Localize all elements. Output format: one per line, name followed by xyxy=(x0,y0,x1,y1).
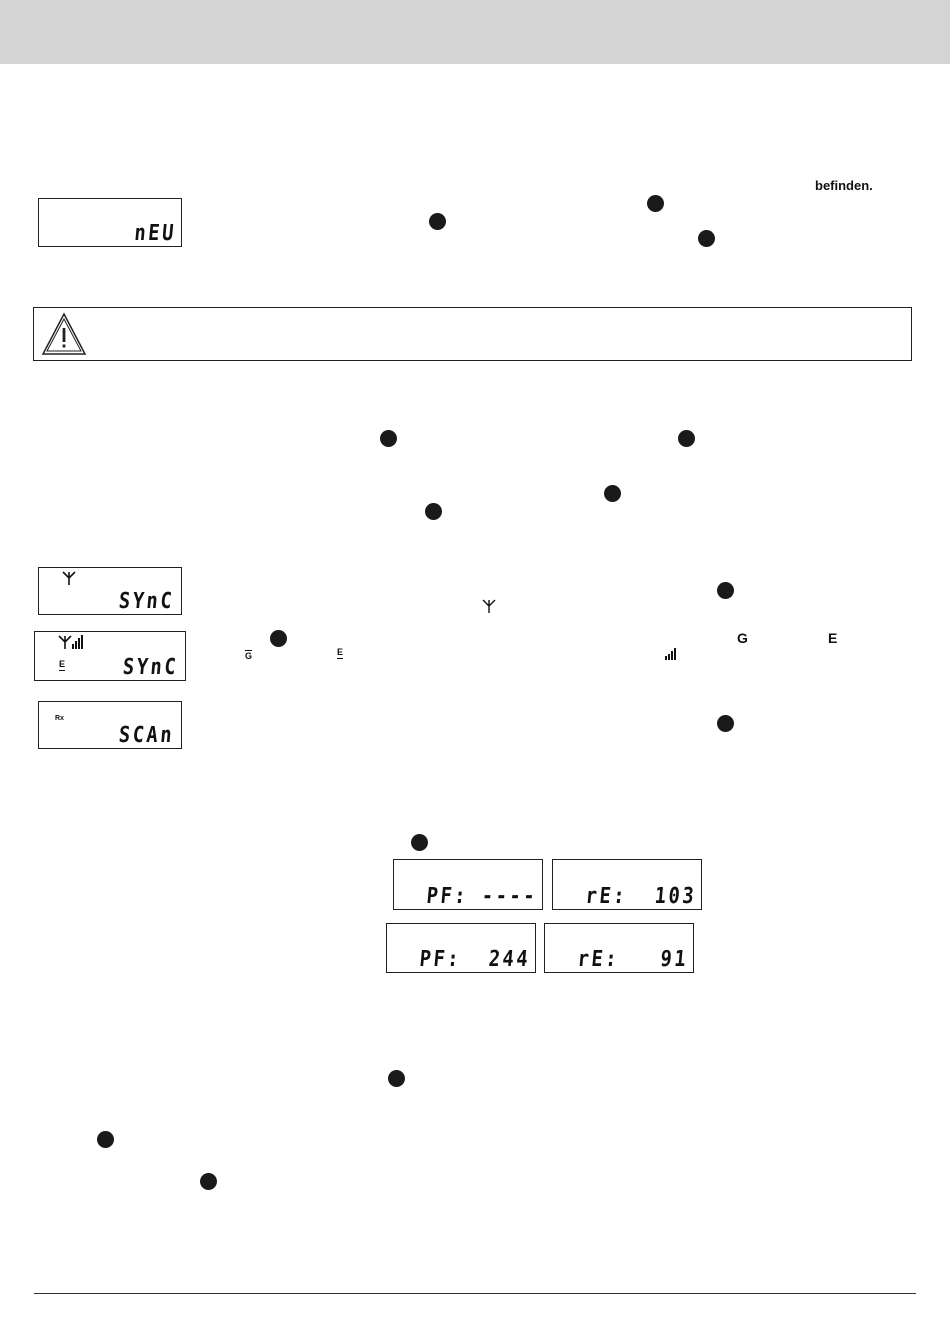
footer-rule xyxy=(34,1293,916,1294)
callout-dot-icon xyxy=(380,430,397,447)
legend-g: G xyxy=(737,630,748,646)
lcd-re-91 xyxy=(544,923,694,973)
warning-box xyxy=(33,307,912,361)
callout-dot-icon xyxy=(200,1173,217,1190)
legend-e: E xyxy=(828,630,838,646)
callout-dot-icon xyxy=(717,715,734,732)
lcd-sync-found-text: SYnC xyxy=(121,655,180,680)
lcd-rx-indicator: Rx xyxy=(55,715,64,722)
callout-dot-icon xyxy=(604,485,621,502)
intro-trailing-word: befinden. xyxy=(815,178,873,193)
signal-bars-icon xyxy=(665,648,676,660)
lcd-pf-244 xyxy=(386,923,536,973)
lcd-e-indicator: E xyxy=(59,659,66,669)
lcd-new-text: nEU xyxy=(133,221,178,246)
lcd-sync-searching xyxy=(38,567,182,615)
legend-g-overline: G xyxy=(245,651,253,661)
callout-dot-icon xyxy=(429,213,446,230)
lcd-pf-empty-text: PF: ---- xyxy=(425,884,539,909)
callout-dot-icon xyxy=(678,430,695,447)
lcd-re-103 xyxy=(552,859,702,910)
callout-dot-icon xyxy=(698,230,715,247)
callout-dot-icon xyxy=(647,195,664,212)
antenna-icon xyxy=(481,598,497,614)
antenna-icon xyxy=(57,634,73,650)
lcd-re-91-text: rE: 91 xyxy=(576,947,690,972)
lcd-scan-text: SCAn xyxy=(117,723,176,748)
callout-dot-icon xyxy=(717,582,734,599)
callout-dot-icon xyxy=(388,1070,405,1087)
lcd-pf-244-text: PF: 244 xyxy=(418,947,532,972)
lcd-scan xyxy=(38,701,182,749)
lcd-re-103-text: rE: 103 xyxy=(584,884,698,909)
callout-dot-icon xyxy=(411,834,428,851)
lcd-new xyxy=(38,198,182,247)
lcd-sync-found xyxy=(34,631,186,681)
signal-bars-icon xyxy=(72,635,83,649)
lcd-sync-text: SYnC xyxy=(117,589,176,614)
legend-e-underline: E xyxy=(337,647,344,657)
antenna-icon xyxy=(61,570,77,586)
callout-dot-icon xyxy=(97,1131,114,1148)
callout-dot-icon xyxy=(425,503,442,520)
lcd-pf-empty xyxy=(393,859,543,910)
warning-triangle-icon xyxy=(40,311,88,357)
header-band xyxy=(0,0,950,64)
callout-dot-icon xyxy=(270,630,287,647)
